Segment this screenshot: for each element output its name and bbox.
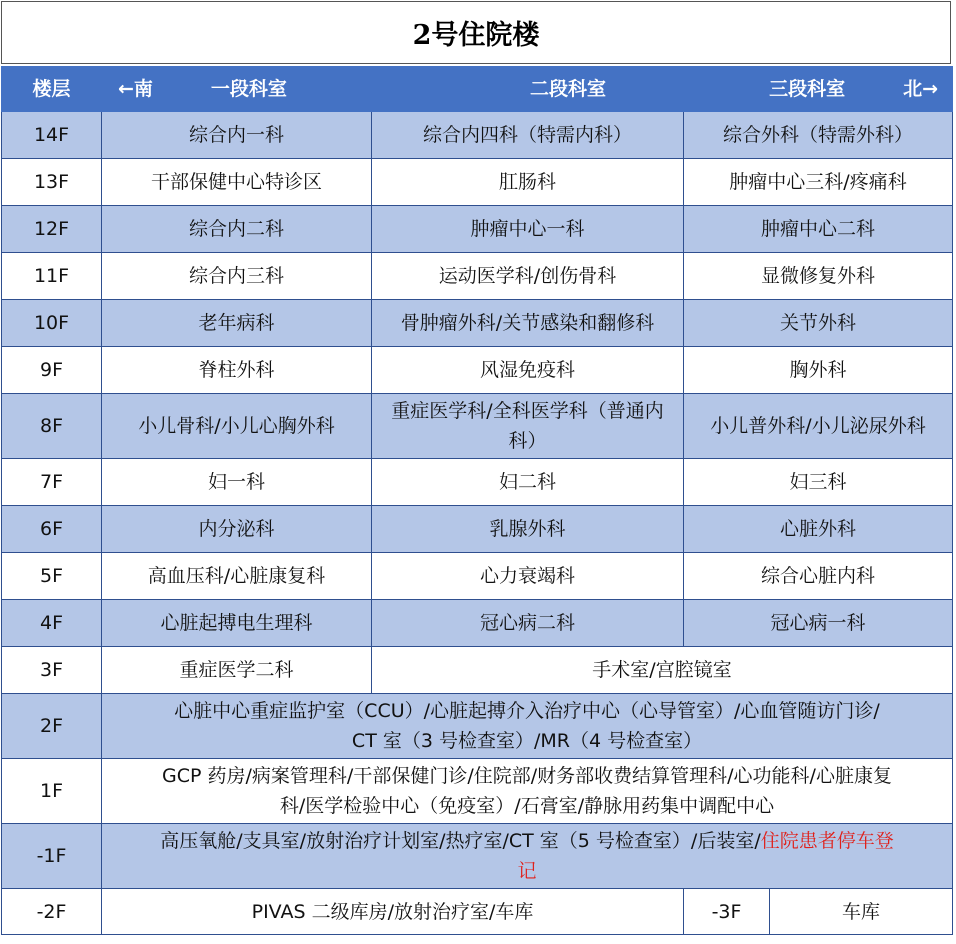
segment-2-dept: 肿瘤中心一科 — [372, 206, 684, 253]
segment-3-dept: 胸外科 — [684, 347, 953, 394]
title-box — [1, 1, 951, 64]
floor-row-b1 — [2, 824, 953, 889]
header-segment-1: 一段科室 — [210, 78, 287, 100]
segment-3-dept: 妇三科 — [684, 459, 953, 506]
floor-row — [2, 394, 953, 459]
floor-row-2f — [2, 694, 953, 759]
segment-1-dept: 妇一科 — [102, 459, 372, 506]
page-title: 2号住院楼 — [412, 20, 540, 51]
dept-line: CT 室（3 号检查室）/MR（4 号检查室） — [351, 730, 703, 752]
floor-b3-depts: 车库 — [770, 889, 953, 935]
segment-1-dept: 重症医学二科 — [102, 647, 372, 694]
dept-line: GCP 药房/病案管理科/干部保健门诊/住院部/财务部收费结算管理科/心功能科/心脏康复 — [162, 765, 892, 787]
segment-3-dept: 肿瘤中心二科 — [684, 206, 953, 253]
dept-line: 科/医学检验中心（免疫室）/石膏室/静脉用药集中调配中心 — [279, 795, 775, 817]
segment-1-dept: 老年病科 — [102, 300, 372, 347]
floor-label-b3: -3F — [684, 889, 770, 935]
floor-label: 7F — [2, 459, 102, 506]
floor-row — [2, 347, 953, 394]
segment-1-dept: 心脏起搏电生理科 — [102, 600, 372, 647]
segment-2-dept: 肛肠科 — [372, 159, 684, 206]
segment-3-dept: 小儿普外科/小儿泌尿外科 — [684, 394, 953, 459]
segment-1-dept: 内分泌科 — [102, 506, 372, 553]
segment-2-dept: 风湿免疫科 — [372, 347, 684, 394]
floor-label: 13F — [2, 159, 102, 206]
south-direction-label: ←南 — [118, 78, 153, 100]
floor-row — [2, 159, 953, 206]
floor-directory-table — [1, 66, 953, 935]
floor-label: 3F — [2, 647, 102, 694]
segment-3-dept: 心脏外科 — [684, 506, 953, 553]
parking-registration-label: 住院患者停车登 — [760, 830, 894, 852]
segment-1-dept: 综合内三科 — [102, 253, 372, 300]
floor-row — [2, 506, 953, 553]
floor-row — [2, 459, 953, 506]
segment-3-dept: 关节外科 — [684, 300, 953, 347]
floor-b2-depts: PIVAS 二级库房/放射治疗室/车库 — [102, 889, 684, 935]
floor-label: 11F — [2, 253, 102, 300]
floor-label: 2F — [2, 694, 102, 759]
floor-row-1f — [2, 759, 953, 824]
floor-row-3f — [2, 647, 953, 694]
floor-label: 10F — [2, 300, 102, 347]
floor-row-b2 — [2, 889, 953, 935]
header-row — [2, 67, 953, 112]
floor-label: 4F — [2, 600, 102, 647]
parking-registration-label-cont: 记 — [517, 860, 537, 882]
floor-row — [2, 253, 953, 300]
segment-3-dept: 冠心病一科 — [684, 600, 953, 647]
segment-2-dept: 冠心病二科 — [372, 600, 684, 647]
dept-text: 高压氧舱/支具室/放射治疗计划室/热疗室/CT 室（5 号检查室）/后装室/ — [160, 830, 761, 852]
segment-2-dept: 运动医学科/创伤骨科 — [372, 253, 684, 300]
floor-label: -1F — [2, 824, 102, 889]
segment-1-dept: 高血压科/心脏康复科 — [102, 553, 372, 600]
segment-2-dept: 重症医学科/全科医学科（普通内科） — [372, 394, 684, 459]
floor-label: 8F — [2, 394, 102, 459]
segment-3-dept: 显微修复外科 — [684, 253, 953, 300]
segment-2-dept: 综合内四科（特需内科） — [372, 112, 684, 159]
segment-2-3-dept: 手术室/宫腔镜室 — [372, 647, 953, 694]
segment-1-dept: 小儿骨科/小儿心胸外科 — [102, 394, 372, 459]
header-segments — [102, 67, 953, 112]
header-floor: 楼层 — [2, 67, 102, 112]
segment-1-dept: 综合内一科 — [102, 112, 372, 159]
segment-2-dept: 妇二科 — [372, 459, 684, 506]
segment-3-dept: 肿瘤中心三科/疼痛科 — [684, 159, 953, 206]
floor-row — [2, 206, 953, 253]
segment-2-dept: 乳腺外科 — [372, 506, 684, 553]
segment-1-dept: 干部保健中心特诊区 — [102, 159, 372, 206]
dept-line — [108, 826, 946, 856]
segment-2-dept: 骨肿瘤外科/关节感染和翻修科 — [372, 300, 684, 347]
segment-1-dept: 脊柱外科 — [102, 347, 372, 394]
segment-3-dept: 综合心脏内科 — [684, 553, 953, 600]
segment-3-dept: 综合外科（特需外科） — [684, 112, 953, 159]
floor-row — [2, 553, 953, 600]
floor-2-depts — [102, 694, 953, 759]
floor-row — [2, 112, 953, 159]
north-direction-label: 北→ — [903, 78, 939, 100]
floor-label: -2F — [2, 889, 102, 935]
dept-line — [108, 856, 946, 886]
dept-line: 心脏中心重症监护室（CCU）/心脏起搏介入治疗中心（心导管室）/心血管随访门诊/ — [174, 700, 880, 722]
segment-1-dept: 综合内二科 — [102, 206, 372, 253]
floor-label: 14F — [2, 112, 102, 159]
floor-label: 12F — [2, 206, 102, 253]
header-segment-2: 二段科室 — [530, 78, 607, 100]
floor-label: 1F — [2, 759, 102, 824]
floor-label: 9F — [2, 347, 102, 394]
header-segment-3: 三段科室 — [769, 78, 846, 100]
floor-1-depts — [102, 759, 953, 824]
segment-2-dept: 心力衰竭科 — [372, 553, 684, 600]
floor-row — [2, 600, 953, 647]
floor-b1-depts — [102, 824, 953, 889]
floor-row — [2, 300, 953, 347]
floor-label: 6F — [2, 506, 102, 553]
floor-label: 5F — [2, 553, 102, 600]
